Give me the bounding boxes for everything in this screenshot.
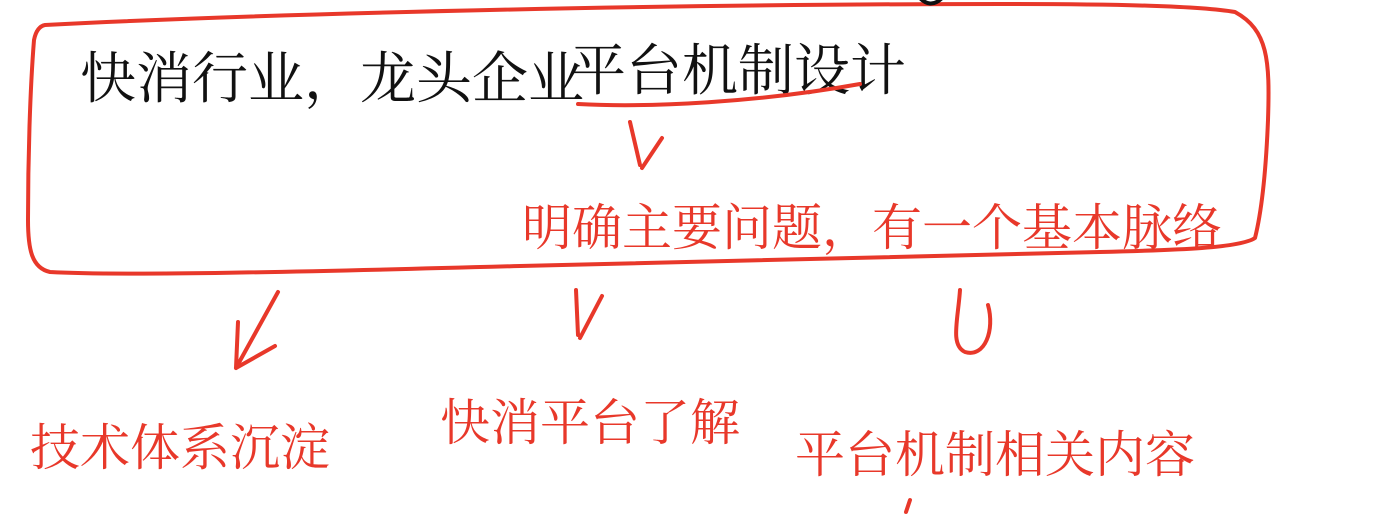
branch-arrow-right — [956, 290, 990, 353]
branch-arrow-left — [236, 292, 278, 368]
down-arrow-top — [630, 122, 662, 168]
industry-text: 快消行业，龙头企业 — [80, 47, 584, 112]
branch-arrow-middle — [576, 290, 602, 338]
branch-label-1: 技术体系沉淀 — [30, 419, 330, 477]
branch-label-2: 快消平台了解 — [440, 394, 740, 452]
core-text: 明确主要问题，有一个基本脉络 — [522, 199, 1222, 257]
topic-text: 平台机制设计 — [570, 39, 906, 104]
branch-label-3: 平台机制相关内容 — [795, 426, 1195, 484]
stray-mark — [906, 500, 910, 512]
